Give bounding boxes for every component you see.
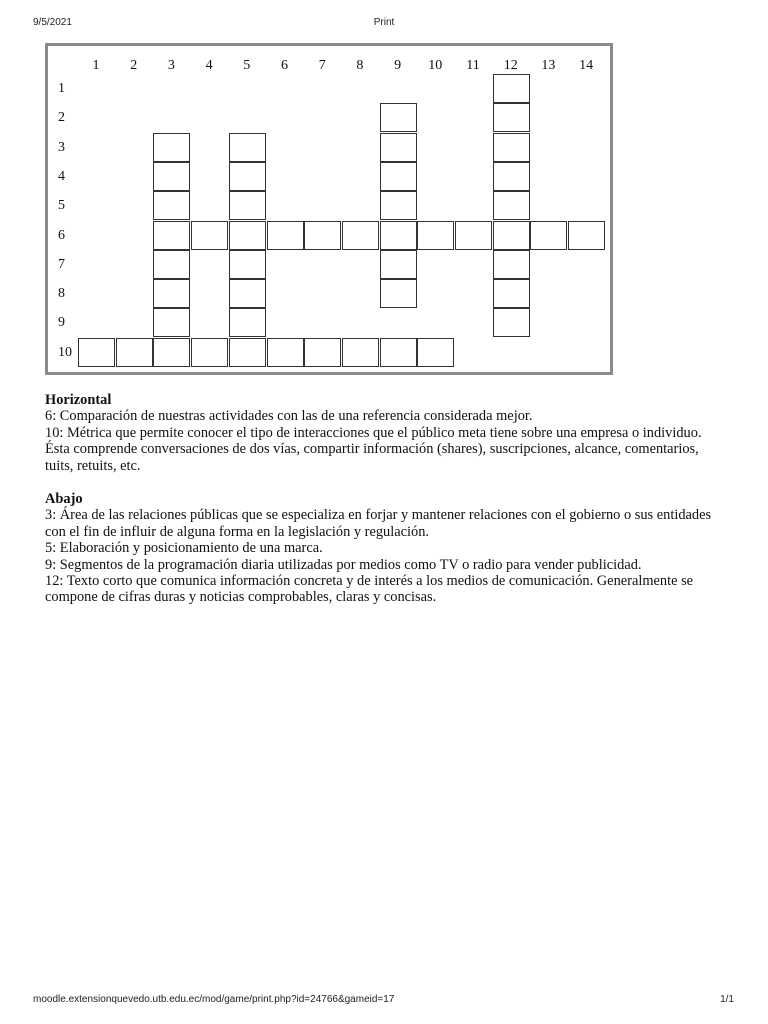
column-number: 2 (130, 58, 138, 73)
page-url: moodle.extensionquevedo.utb.edu.ec/mod/game/print.php?id=24766&gameid=17 (33, 994, 395, 1005)
grid-cell (304, 221, 341, 250)
down-heading: Abajo (45, 491, 83, 508)
grid-cell (229, 221, 266, 250)
grid-cell (153, 338, 190, 367)
grid-cell (568, 221, 605, 250)
grid-cell (229, 250, 266, 279)
grid-cell (229, 308, 266, 337)
grid-cell (229, 162, 266, 191)
grid-cell (493, 74, 530, 103)
grid-cell (493, 250, 530, 279)
column-number: 12 (503, 58, 518, 73)
grid-cell (493, 133, 530, 162)
grid-cell (380, 162, 417, 191)
grid-cell (380, 250, 417, 279)
grid-cell (229, 338, 266, 367)
grid-cell (417, 221, 454, 250)
down-clue-9: 9: Segmentos de la programación diaria utilizadas por medios como TV o radio para vender publicidad. (45, 556, 642, 573)
grid-cell (493, 221, 530, 250)
grid-cell (342, 221, 379, 250)
grid-cell (380, 221, 417, 250)
horizontal-clue-10: 10: Métrica que permite conocer el tipo de interacciones que el público meta tiene sobre una empresa o individuo. Ésta comprende conversaciones de dos vías, compartir información (shares), suscripciones, alcance, comentarios, tuits, retuits, etc. (45, 424, 702, 474)
column-number: 11 (466, 58, 480, 73)
grid-cell (493, 103, 530, 132)
row-number: 7 (58, 256, 65, 272)
grid-cell (153, 279, 190, 308)
row-number: 5 (58, 198, 65, 214)
grid-cell (530, 221, 567, 250)
row-number: 10 (58, 344, 72, 360)
grid-cell (417, 338, 454, 367)
row-number: 4 (58, 168, 65, 184)
grid-cell (380, 133, 417, 162)
down-clue-12: 12: Texto corto que comunica información concreta y de interés a los medios de comunicación. Generalmente se compone de cifras duras y noticias comprobables, claras y concisas. (45, 573, 694, 606)
grid-cell (455, 221, 492, 250)
down-clue-3: 3: Área de las relaciones públicas que se especializa en forjar y mantener relaciones con el gobierno o sus entidades con el fin de influir de alguna forma en la legislación y regulación. (45, 507, 712, 540)
grid-cell (493, 191, 530, 220)
grid-cell (153, 133, 190, 162)
grid-cell (153, 162, 190, 191)
column-number: 10 (428, 58, 443, 73)
grid-cell (380, 103, 417, 132)
column-number: 14 (579, 58, 594, 73)
column-number: 7 (318, 58, 326, 73)
print-date: 9/5/2021 (33, 17, 72, 28)
clues-section (45, 392, 715, 606)
down-clue-5: 5: Elaboración y posicionamiento de una marca. (45, 540, 323, 557)
row-number: 6 (58, 227, 65, 243)
grid-cell (267, 221, 304, 250)
crossword-grid (45, 43, 613, 375)
column-number: 6 (281, 58, 288, 73)
grid-cell (380, 191, 417, 220)
grid-cell (380, 338, 417, 367)
column-number: 1 (92, 58, 100, 73)
row-number: 8 (58, 286, 65, 302)
column-number: 13 (541, 58, 556, 73)
column-number: 8 (356, 58, 364, 73)
grid-cell (116, 338, 153, 367)
row-number: 2 (58, 110, 65, 126)
print-title: Print (373, 17, 395, 28)
column-number: 5 (243, 58, 251, 73)
grid-cell (153, 250, 190, 279)
grid-cell (153, 191, 190, 220)
grid-cell (493, 308, 530, 337)
grid-cell (304, 338, 341, 367)
row-number: 9 (58, 315, 65, 331)
grid-cell (342, 338, 379, 367)
page-number: 1/1 (720, 994, 734, 1005)
grid-cell (153, 221, 190, 250)
grid-cell (380, 279, 417, 308)
grid-cell (229, 133, 266, 162)
column-number: 3 (167, 58, 175, 73)
grid-cell (229, 279, 266, 308)
grid-cell (229, 191, 266, 220)
grid-cell (153, 308, 190, 337)
column-number: 4 (205, 58, 213, 73)
grid-cell (267, 338, 304, 367)
horizontal-heading: Horizontal (45, 392, 112, 408)
grid-cell (191, 221, 228, 250)
grid-cell (191, 338, 228, 367)
grid-cell (493, 162, 530, 191)
row-number: 3 (58, 139, 65, 155)
grid-cell (493, 279, 530, 308)
column-number: 9 (394, 58, 402, 73)
grid-cell (78, 338, 115, 367)
row-number: 1 (58, 81, 65, 96)
horizontal-clue-6: 6: Comparación de nuestras actividades con las de una referencia considerada mejor. (45, 408, 533, 425)
